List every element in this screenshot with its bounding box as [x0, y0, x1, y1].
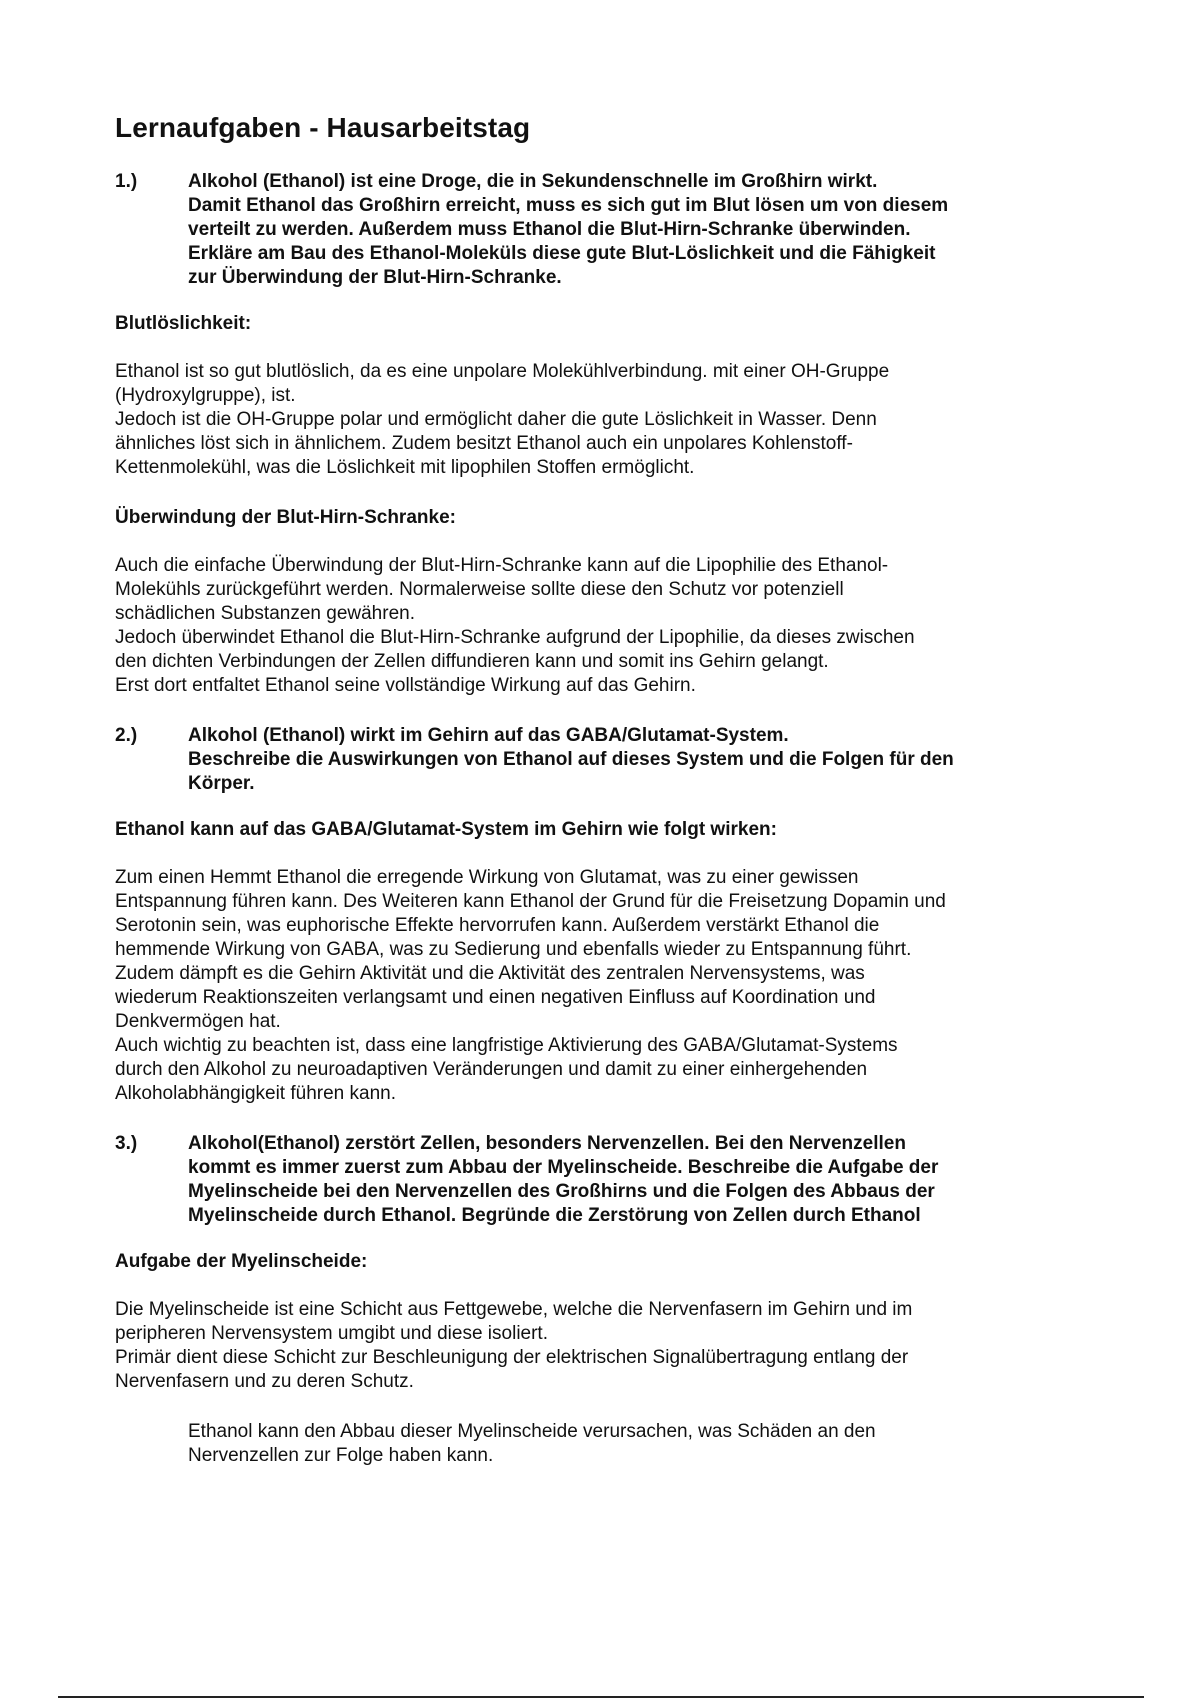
text-line: Molekühls zurückgeführt werden. Normalerweise sollte diese den Schutz vor potenziell [115, 579, 844, 600]
task-number: 1.) [115, 171, 138, 192]
task-number: 2.) [115, 725, 138, 746]
task-3 [115, 1132, 1125, 1228]
task-1 [115, 170, 1125, 290]
text-line: peripheren Nervensystem umgibt und diese isoliert. [115, 1323, 548, 1344]
text-line: Serotonin sein, was euphorische Effekte hervorrufen kann. Außerdem verstärkt Ethanol die [115, 915, 880, 936]
text-line: schädlichen Substanzen gewähren. [115, 603, 415, 624]
section-heading: Aufgabe der Myelinscheide: [115, 1251, 368, 1272]
text-line: Die Myelinscheide ist eine Schicht aus Fettgewebe, welche die Nervenfasern im Gehirn und im [115, 1299, 913, 1320]
task-line: verteilt zu werden. Außerdem muss Ethanol die Blut-Hirn-Schranke überwinden. [188, 219, 911, 240]
text-line: den dichten Verbindungen der Zellen diffundieren kann und somit ins Gehirn gelangt. [115, 651, 829, 672]
task-line: Alkohol(Ethanol) zerstört Zellen, besonders Nervenzellen. Bei den Nervenzellen [188, 1133, 906, 1154]
task-text [188, 170, 1125, 290]
section-heading: Überwindung der Blut-Hirn-Schranke: [115, 507, 456, 528]
text-line: Zum einen Hemmt Ethanol die erregende Wirkung von Glutamat, was zu einer gewissen [115, 867, 859, 888]
task-text [188, 1132, 1125, 1228]
task-line: zur Überwindung der Blut-Hirn-Schranke. [188, 267, 562, 288]
text-line: hemmende Wirkung von GABA, was zu Sedierung und ebenfalls wieder zu Entspannung führt. [115, 939, 912, 960]
text-line: Auch wichtig zu beachten ist, dass eine langfristige Aktivierung des GABA/Glutamat-Systems [115, 1035, 898, 1056]
task-line: Körper. [188, 773, 255, 794]
task-line: Alkohol (Ethanol) wirkt im Gehirn auf das GABA/Glutamat-System. [188, 725, 789, 746]
task-number: 3.) [115, 1133, 138, 1154]
text-line: (Hydroxylgruppe), ist. [115, 385, 296, 406]
text-line: Nervenzellen zur Folge haben kann. [188, 1445, 494, 1466]
section-heading: Blutlöslichkeit: [115, 313, 252, 334]
task-line: Beschreibe die Auswirkungen von Ethanol auf dieses System und die Folgen für den [188, 749, 954, 770]
task-line: Damit Ethanol das Großhirn erreicht, muss es sich gut im Blut lösen um von diesem [188, 195, 949, 216]
task-line: Alkohol (Ethanol) ist eine Droge, die in Sekundenschnelle im Großhirn wirkt. [188, 171, 878, 192]
text-line: Auch die einfache Überwindung der Blut-Hirn-Schranke kann auf die Lipophilie des Ethanol- [115, 555, 889, 576]
paragraph [115, 1298, 1125, 1394]
task-line: Erkläre am Bau des Ethanol-Moleküls diese gute Blut-Löslichkeit und die Fähigkeit [188, 243, 936, 264]
text-line: Kettenmolekühl, was die Löslichkeit mit lipophilen Stoffen ermöglicht. [115, 457, 695, 478]
page-title: Lernaufgaben - Hausarbeitstag [115, 112, 531, 143]
paragraph [115, 360, 1125, 480]
text-line: Alkoholabhängigkeit führen kann. [115, 1083, 396, 1104]
document-page [115, 112, 1125, 1494]
text-line: Denkvermögen hat. [115, 1011, 281, 1032]
text-line: Entspannung führen kann. Des Weiteren kann Ethanol der Grund für die Freisetzung Dopamin und [115, 891, 946, 912]
text-line: Jedoch überwindet Ethanol die Blut-Hirn-Schranke aufgrund der Lipophilie, da dieses zwischen [115, 627, 915, 648]
text-line: Jedoch ist die OH-Gruppe polar und ermöglicht daher die gute Löslichkeit in Wasser. Denn [115, 409, 877, 430]
footer-divider [58, 1696, 1144, 1698]
task-text [188, 724, 1125, 796]
text-line: Zudem dämpft es die Gehirn Aktivität und die Aktivität des zentralen Nervensystems, was [115, 963, 865, 984]
task-2 [115, 724, 1125, 796]
task-line: Myelinscheide durch Ethanol. Begründe die Zerstörung von Zellen durch Ethanol [188, 1205, 921, 1226]
text-line: Nervenfasern und zu deren Schutz. [115, 1371, 414, 1392]
text-line: wiederum Reaktionszeiten verlangsamt und einen negativen Einfluss auf Koordination und [115, 987, 876, 1008]
text-line: Primär dient diese Schicht zur Beschleunigung der elektrischen Signalübertragung entlang der [115, 1347, 909, 1368]
paragraph [115, 554, 1125, 698]
task-line: kommt es immer zuerst zum Abbau der Myelinscheide. Beschreibe die Aufgabe der [188, 1157, 939, 1178]
text-line: durch den Alkohol zu neuroadaptiven Veränderungen und damit zu einer einhergehenden [115, 1059, 868, 1080]
text-line: Erst dort entfaltet Ethanol seine vollständige Wirkung auf das Gehirn. [115, 675, 696, 696]
paragraph [115, 866, 1125, 1106]
text-line: Ethanol ist so gut blutlöslich, da es eine unpolare Molekühlverbindung. mit einer OH-Gruppe [115, 361, 890, 382]
text-line: Ethanol kann den Abbau dieser Myelinscheide verursachen, was Schäden an den [188, 1421, 876, 1442]
indented-paragraph [188, 1420, 1125, 1468]
text-line: ähnliches löst sich in ähnlichem. Zudem besitzt Ethanol auch ein unpolares Kohlenstoff- [115, 433, 853, 454]
task-line: Myelinscheide bei den Nervenzellen des Großhirns und die Folgen des Abbaus der [188, 1181, 935, 1202]
section-heading: Ethanol kann auf das GABA/Glutamat-System im Gehirn wie folgt wirken: [115, 819, 777, 840]
